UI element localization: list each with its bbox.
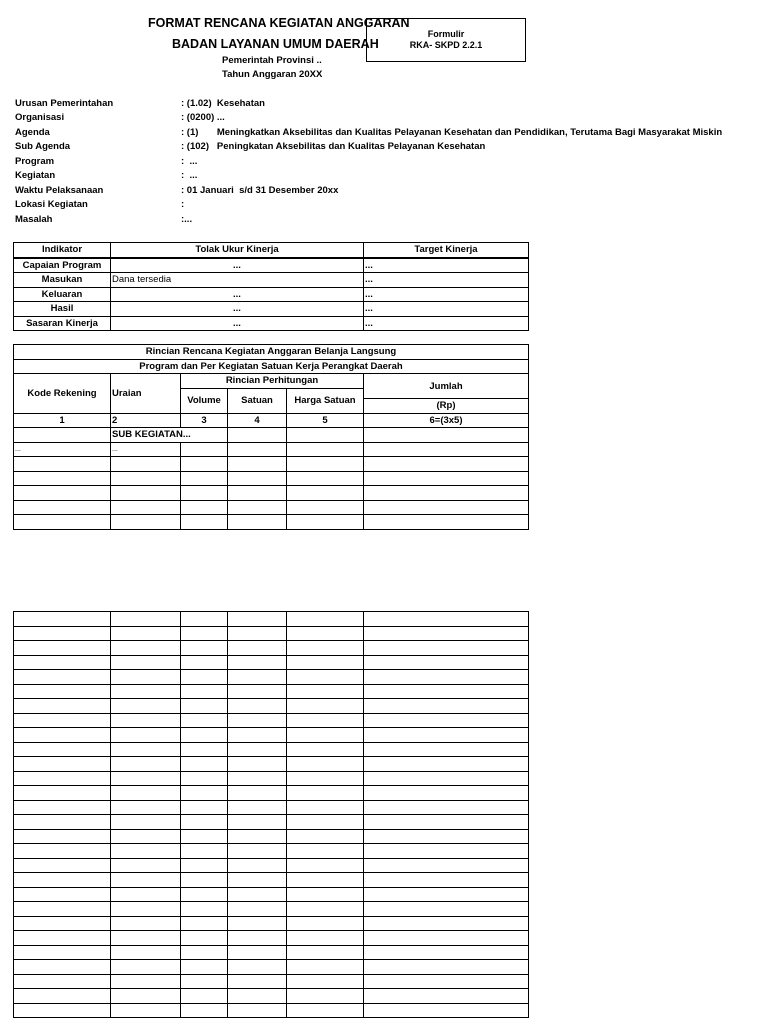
empty-cell: [14, 916, 111, 931]
target-cell: ...: [364, 316, 529, 331]
empty-cell: [364, 829, 529, 844]
header-rp: (Rp): [364, 399, 529, 414]
table-row: [14, 960, 529, 975]
empty-cell: [364, 612, 529, 627]
empty-cell: [111, 873, 181, 888]
empty-cell: [228, 612, 287, 627]
info-value: :: [181, 199, 185, 210]
empty-cell: [287, 931, 364, 946]
empty-cell: [181, 1003, 228, 1018]
empty-cell: [111, 1003, 181, 1018]
empty-cell: [364, 670, 529, 685]
table-row: [14, 945, 529, 960]
empty-cell: [181, 902, 228, 917]
empty-cell: [228, 844, 287, 859]
empty-cell: [14, 858, 111, 873]
empty-cell: [364, 931, 529, 946]
empty-cell: [364, 858, 529, 873]
empty-cell: [364, 728, 529, 743]
empty-cell: [111, 989, 181, 1004]
empty-cell: [364, 989, 529, 1004]
empty-cell: [14, 989, 111, 1004]
empty-cell: [14, 612, 111, 627]
table-row: [14, 786, 529, 801]
empty-cell: [14, 655, 111, 670]
col-number: 3: [181, 413, 228, 428]
form-code-box: [366, 18, 526, 62]
empty-cell: [181, 612, 228, 627]
form-code: RKA- SKPD 2.2.1: [409, 40, 483, 50]
empty-cell: [111, 699, 181, 714]
empty-cell: [228, 655, 287, 670]
indicator-table: [13, 242, 529, 331]
empty-cell: [14, 974, 111, 989]
header-uraian: Uraian: [111, 374, 181, 414]
header-jumlah: Jumlah: [364, 374, 529, 399]
header-satuan: Satuan: [228, 388, 287, 413]
info-label: Sub Agenda: [15, 141, 71, 152]
empty-cell: [228, 626, 287, 641]
empty-cell: [228, 742, 287, 757]
empty-cell: [287, 829, 364, 844]
empty-cell: [14, 713, 111, 728]
empty-cell: [14, 887, 111, 902]
info-label: Lokasi Kegiatan: [15, 199, 88, 210]
government-subtitle: Pemerintah Provinsi ..: [222, 55, 322, 66]
table-row: [14, 287, 529, 302]
empty-cell: [228, 858, 287, 873]
empty-cell: [287, 684, 364, 699]
info-value: :...: [181, 214, 193, 225]
empty-cell: [287, 1003, 364, 1018]
empty-cell: [287, 728, 364, 743]
info-label: Kegiatan: [15, 170, 56, 181]
empty-cell: [228, 786, 287, 801]
empty-cell: [14, 902, 111, 917]
empty-cell: [111, 742, 181, 757]
empty-cell: [287, 786, 364, 801]
empty-cell: [181, 626, 228, 641]
table-row: [14, 858, 529, 873]
col-number: 4: [228, 413, 287, 428]
empty-cell: [228, 684, 287, 699]
empty-cell: [287, 902, 364, 917]
indikator-cell: Capaian Program: [14, 258, 111, 273]
empty-cell: [287, 626, 364, 641]
empty-cell: [364, 800, 529, 815]
table-row: [14, 500, 529, 515]
empty-cell: [364, 757, 529, 772]
table-row: [14, 258, 529, 273]
rincian-table: [13, 344, 529, 530]
empty-cell: [111, 931, 181, 946]
info-value: : (102) Peningkatan Aksebilitas dan Kualitas Pelayanan Kesehatan: [181, 141, 486, 152]
empty-cell: [14, 757, 111, 772]
empty-cell: [111, 858, 181, 873]
empty-cell: [287, 655, 364, 670]
info-value: : (1) Meningkatkan Aksebilitas dan Kualitas Pelayanan Kesehatan dan Pendidikan, Terutama Bagi Masyarakat Miskin: [181, 127, 723, 138]
empty-cell: [228, 887, 287, 902]
empty-cell: [14, 728, 111, 743]
empty-cell: [364, 815, 529, 830]
empty-cell: [287, 612, 364, 627]
table-row: [14, 844, 529, 859]
target-cell: ...: [364, 287, 529, 302]
empty-cell: [287, 873, 364, 888]
empty-cell: [181, 699, 228, 714]
empty-cell: [364, 713, 529, 728]
empty-cell: [111, 829, 181, 844]
empty-cell: [181, 887, 228, 902]
empty-cell: [228, 902, 287, 917]
empty-cell: [181, 829, 228, 844]
empty-cell: [14, 771, 111, 786]
empty-cell: [181, 974, 228, 989]
document-title-line2: BADAN LAYANAN UMUM DAERAH: [172, 37, 379, 51]
tolak-cell: ...: [111, 258, 364, 273]
empty-cell: [181, 989, 228, 1004]
empty-cell: [364, 786, 529, 801]
empty-cell: [228, 960, 287, 975]
empty-cell: [364, 974, 529, 989]
table-row: [14, 486, 529, 501]
empty-cell: [287, 858, 364, 873]
empty-cell: [364, 742, 529, 757]
empty-cell: [14, 670, 111, 685]
tolak-cell: Dana tersedia: [111, 273, 364, 288]
empty-cell: [181, 858, 228, 873]
empty-cell: [228, 1003, 287, 1018]
empty-cell: [228, 670, 287, 685]
rincian-title: Rincian Rencana Kegiatan Anggaran Belanja Langsung: [14, 345, 529, 360]
empty-cell: [14, 829, 111, 844]
empty-cell: [287, 989, 364, 1004]
empty-cell: [111, 612, 181, 627]
col-number: 2: [111, 413, 181, 428]
empty-cell: [14, 815, 111, 830]
target-cell: ...: [364, 258, 529, 273]
empty-cell: [364, 960, 529, 975]
info-value: : (0200) ...: [181, 112, 225, 123]
empty-cell: [181, 742, 228, 757]
empty-cell: [14, 699, 111, 714]
table-row: [14, 1003, 529, 1018]
empty-cell: [364, 655, 529, 670]
table-row: [14, 457, 529, 472]
empty-cell: [287, 771, 364, 786]
empty-cell: [181, 641, 228, 656]
empty-cell: [14, 844, 111, 859]
indikator-cell: Sasaran Kinerja: [14, 316, 111, 331]
column-number-row: [14, 413, 529, 428]
table-row: [14, 974, 529, 989]
empty-cell: [14, 1003, 111, 1018]
table-row: [14, 612, 529, 627]
empty-cell: [111, 786, 181, 801]
table-row: [14, 684, 529, 699]
indikator-cell: Keluaran: [14, 287, 111, 302]
info-value: : 01 Januari s/d 31 Desember 20xx: [181, 185, 339, 196]
empty-cell: [181, 728, 228, 743]
empty-cell: [228, 699, 287, 714]
info-value: : (1.02) Kesehatan: [181, 98, 265, 109]
empty-cell: [287, 844, 364, 859]
table-row: [14, 931, 529, 946]
table-row: [14, 742, 529, 757]
empty-cell: [181, 684, 228, 699]
empty-cell: [181, 916, 228, 931]
sub-kegiatan-cell: SUB KEGIATAN...: [111, 428, 228, 443]
table-row: [14, 771, 529, 786]
empty-cell: [287, 815, 364, 830]
table-row: [14, 302, 529, 317]
empty-cell: [14, 684, 111, 699]
table-row: [14, 515, 529, 530]
empty-cell: [287, 945, 364, 960]
empty-cell: [14, 800, 111, 815]
empty-cell: [111, 887, 181, 902]
table-row: [14, 428, 529, 443]
empty-cell: [228, 931, 287, 946]
empty-cell: [181, 713, 228, 728]
table-row: [14, 670, 529, 685]
empty-cell: [14, 626, 111, 641]
empty-cell: [364, 641, 529, 656]
header-harga-satuan: Harga Satuan: [287, 388, 364, 413]
empty-cell: [111, 713, 181, 728]
empty-cell: [111, 800, 181, 815]
table-row: [14, 916, 529, 931]
table-row: [14, 815, 529, 830]
table-row: [14, 626, 529, 641]
uraian-cell: ...: [111, 442, 181, 457]
table-header-row: [14, 243, 529, 258]
empty-cell: [228, 974, 287, 989]
table-row: [14, 902, 529, 917]
empty-cell: [181, 815, 228, 830]
empty-cell: [228, 728, 287, 743]
target-cell: ...: [364, 273, 529, 288]
empty-cell: [287, 641, 364, 656]
table-row: [14, 273, 529, 288]
col-number: 1: [14, 413, 111, 428]
table-row: [14, 641, 529, 656]
empty-cell: [111, 684, 181, 699]
header-target: Target Kinerja: [364, 243, 529, 258]
header-tolak-ukur: Tolak Ukur Kinerja: [111, 243, 364, 258]
empty-cell: [111, 728, 181, 743]
empty-cell: [364, 887, 529, 902]
rincian-subtitle: Program dan Per Kegiatan Satuan Kerja Perangkat Daerah: [14, 359, 529, 374]
empty-cell: [228, 713, 287, 728]
table-row: [14, 471, 529, 486]
empty-cell: [228, 916, 287, 931]
document-title: FORMAT RENCANA KEGIATAN ANGGARAN: [148, 16, 410, 30]
empty-cell: [111, 771, 181, 786]
empty-cell: [14, 931, 111, 946]
empty-cell: [287, 713, 364, 728]
indikator-cell: Hasil: [14, 302, 111, 317]
table-row: [14, 887, 529, 902]
empty-cell: [287, 800, 364, 815]
empty-cell: [111, 757, 181, 772]
table-row: [14, 699, 529, 714]
empty-cell: [111, 655, 181, 670]
empty-cell: [364, 699, 529, 714]
col-number: 5: [287, 413, 364, 428]
empty-cell: [111, 641, 181, 656]
empty-cell: [228, 815, 287, 830]
info-label: Waktu Pelaksanaan: [15, 185, 104, 196]
empty-cell: [111, 844, 181, 859]
table-row: [14, 316, 529, 331]
empty-cell: [111, 960, 181, 975]
empty-cell: [364, 626, 529, 641]
empty-cell: [287, 699, 364, 714]
table-row: [14, 442, 529, 457]
empty-cell: [228, 771, 287, 786]
empty-cell: [287, 757, 364, 772]
info-label: Agenda: [15, 127, 50, 138]
col-number: 6=(3x5): [364, 413, 529, 428]
table-row: [14, 728, 529, 743]
info-label: Urusan Pemerintahan: [15, 98, 114, 109]
empty-cell: [14, 873, 111, 888]
empty-cell: [228, 989, 287, 1004]
empty-cell: [287, 742, 364, 757]
table-row: [14, 873, 529, 888]
empty-cell: [181, 931, 228, 946]
empty-cell: [181, 655, 228, 670]
empty-cell: [364, 873, 529, 888]
empty-cell: [228, 800, 287, 815]
tolak-cell: ...: [111, 316, 364, 331]
empty-cell: [287, 916, 364, 931]
table-row: [14, 655, 529, 670]
info-value: : ...: [181, 170, 198, 181]
form-label: Formulir: [427, 29, 465, 39]
indikator-cell: Masukan: [14, 273, 111, 288]
empty-cell: [181, 800, 228, 815]
empty-cell: [111, 626, 181, 641]
table-row: [14, 989, 529, 1004]
empty-cell: [111, 974, 181, 989]
empty-cell: [181, 771, 228, 786]
empty-cell: [111, 916, 181, 931]
table-row: [14, 757, 529, 772]
info-label: Program: [15, 156, 55, 167]
target-cell: ...: [364, 302, 529, 317]
empty-cell: [14, 786, 111, 801]
empty-cell: [181, 873, 228, 888]
empty-cell: [181, 670, 228, 685]
empty-cell: [364, 945, 529, 960]
budget-year-subtitle: Tahun Anggaran 20XX: [222, 69, 323, 80]
empty-cell: [14, 960, 111, 975]
empty-cell: [111, 670, 181, 685]
table-row: [14, 829, 529, 844]
empty-cell: [14, 742, 111, 757]
continuation-table: [13, 611, 529, 1018]
empty-cell: [228, 641, 287, 656]
empty-cell: [181, 960, 228, 975]
empty-cell: [364, 771, 529, 786]
empty-cell: [364, 902, 529, 917]
empty-cell: [111, 902, 181, 917]
info-label: Masalah: [15, 214, 53, 225]
empty-cell: [228, 945, 287, 960]
header-kode-rekening: Kode Rekening: [14, 374, 111, 414]
header-indikator: Indikator: [14, 243, 111, 258]
tolak-cell: ...: [111, 287, 364, 302]
empty-cell: [181, 844, 228, 859]
info-value: : ...: [181, 156, 198, 167]
empty-cell: [287, 887, 364, 902]
empty-cell: [14, 945, 111, 960]
empty-cell: [181, 945, 228, 960]
empty-cell: [14, 641, 111, 656]
empty-cell: [364, 844, 529, 859]
header-rincian-perhitungan: Rincian Perhitungan: [181, 374, 364, 389]
empty-cell: [111, 945, 181, 960]
empty-cell: [228, 829, 287, 844]
empty-cell: [364, 684, 529, 699]
header-volume: Volume: [181, 388, 228, 413]
kode-cell: ...: [14, 442, 111, 457]
empty-cell: [228, 873, 287, 888]
tolak-cell: ...: [111, 302, 364, 317]
empty-cell: [287, 974, 364, 989]
empty-cell: [287, 960, 364, 975]
empty-cell: [287, 670, 364, 685]
empty-cell: [111, 815, 181, 830]
empty-cell: [364, 1003, 529, 1018]
empty-cell: [181, 786, 228, 801]
info-label: Organisasi: [15, 112, 65, 123]
table-row: [14, 800, 529, 815]
empty-cell: [228, 757, 287, 772]
empty-cell: [181, 757, 228, 772]
table-row: [14, 713, 529, 728]
empty-cell: [364, 916, 529, 931]
